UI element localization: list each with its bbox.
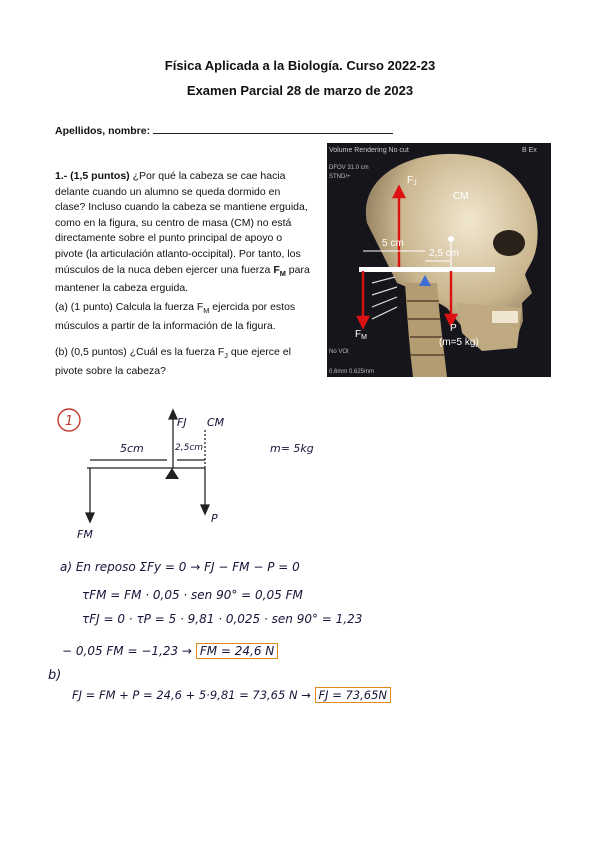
answer-a-box: FM = 24,6 N (196, 643, 278, 659)
eye-socket (493, 230, 525, 256)
part-b-text: ¿Cuál es la fuerza F (129, 346, 225, 358)
svg-text:1: 1 (65, 414, 74, 429)
label-mass: (m=5 kg) (439, 337, 479, 348)
name-field (55, 124, 393, 137)
solution-line-a: a) En reposo ΣFy = 0 → FJ − FM − P = 0 (60, 560, 300, 574)
exam-subtitle: Examen Parcial 28 de marzo de 2023 (186, 83, 414, 98)
teeth (492, 311, 518, 323)
part-b-points: (b) (0,5 puntos) (55, 346, 127, 358)
overlay-bottom: 0.6mm 0.625mm (329, 369, 375, 375)
answer-b-box: FJ = 73,65N (315, 687, 391, 703)
label-cm: CM (453, 191, 469, 202)
question-body: ¿Por qué la cabeza se cae hacia delante cuando un alumno se queda dormido en clase? Incluso cuando la cabeza se mantiene erguida, como en la figura, su centro de masa (CM) no está directamente sobre el punto principal de apoyo o pivote (la articulación atlanto-occipital). Por tanto, los músculos de la nuca deben ejercer una fuerza (55, 170, 308, 276)
solution-diagram (55, 400, 335, 550)
solution-torque-fm: τFM = FM · 0,05 · sen 90° = 0,05 FM (82, 588, 303, 602)
question-body-end: para mantener la cabeza erguida. (55, 263, 310, 295)
name-blank-line (153, 124, 393, 134)
solution-equation: − 0,05 FM = −1,23 → FM = 24,6 N (62, 644, 278, 658)
label-p: P (450, 323, 457, 334)
exam-title: Física Aplicada a la Biología. Curso 2022-23 (164, 58, 436, 73)
solution-label-b: b) (48, 668, 62, 683)
part-b-text-end: que ejerce el pivote sobre la cabeza? (55, 346, 291, 377)
force-symbol-fm: $F_M$ (273, 263, 286, 278)
overlay-corner: B Ex (522, 147, 537, 154)
question-part-a: (a) (1 punto) Calcula la fuerza $F_M$ ejercida por estos músculos a partir de la información de la figura. (55, 301, 296, 332)
part-a-text-end: ejercida por estos músculos a partir de la información de la figura. (55, 301, 296, 332)
svg-text:FJ: FJ (177, 416, 187, 429)
svg-text:2,5cm: 2,5cm (175, 443, 204, 453)
label-25cm: 2,5 cm (429, 248, 460, 259)
svg-text:m= 5kg: m= 5kg (270, 442, 314, 455)
question-text (55, 169, 310, 297)
overlay-title: Volume Rendering No cut (329, 147, 409, 154)
question-points: 1.- (1,5 puntos) (55, 170, 130, 182)
label-5cm: 5 cm (382, 238, 404, 249)
overlay-std: STND/+ (329, 174, 351, 180)
overlay-voi: No VOI (329, 349, 349, 355)
part-a-text: Calcula la fuerza F (115, 301, 204, 313)
part-a-points: (a) (1 punto) (55, 301, 113, 313)
lever-bar (359, 267, 495, 272)
label-fm: $F_M$ (355, 329, 367, 341)
svg-text:FM: FM (77, 528, 93, 541)
diag-pivot (165, 468, 179, 479)
question-part-b: (b) (0,5 puntos) ¿Cuál es la fuerza $F_J$ que ejerce el pivote sobre la cabeza? (55, 346, 291, 377)
label-fj: $F_J$ (407, 175, 417, 187)
name-label: Apellidos, nombre: (55, 125, 151, 137)
solution-torque-fj: τFJ = 0 · τP = 5 · 9,81 · 0,025 · sen 90° = 1,23 (82, 612, 363, 626)
skull-figure (327, 143, 551, 377)
svg-text:P: P (211, 512, 218, 525)
solution-line-b: FJ = FM + P = 24,6 + 5·9,81 = 73,65 N → FJ = 73,65N (72, 688, 391, 702)
overlay-fov: DFOV 31.0 cm (329, 165, 369, 171)
svg-text:5cm: 5cm (120, 442, 144, 455)
svg-text:CM: CM (207, 416, 225, 429)
